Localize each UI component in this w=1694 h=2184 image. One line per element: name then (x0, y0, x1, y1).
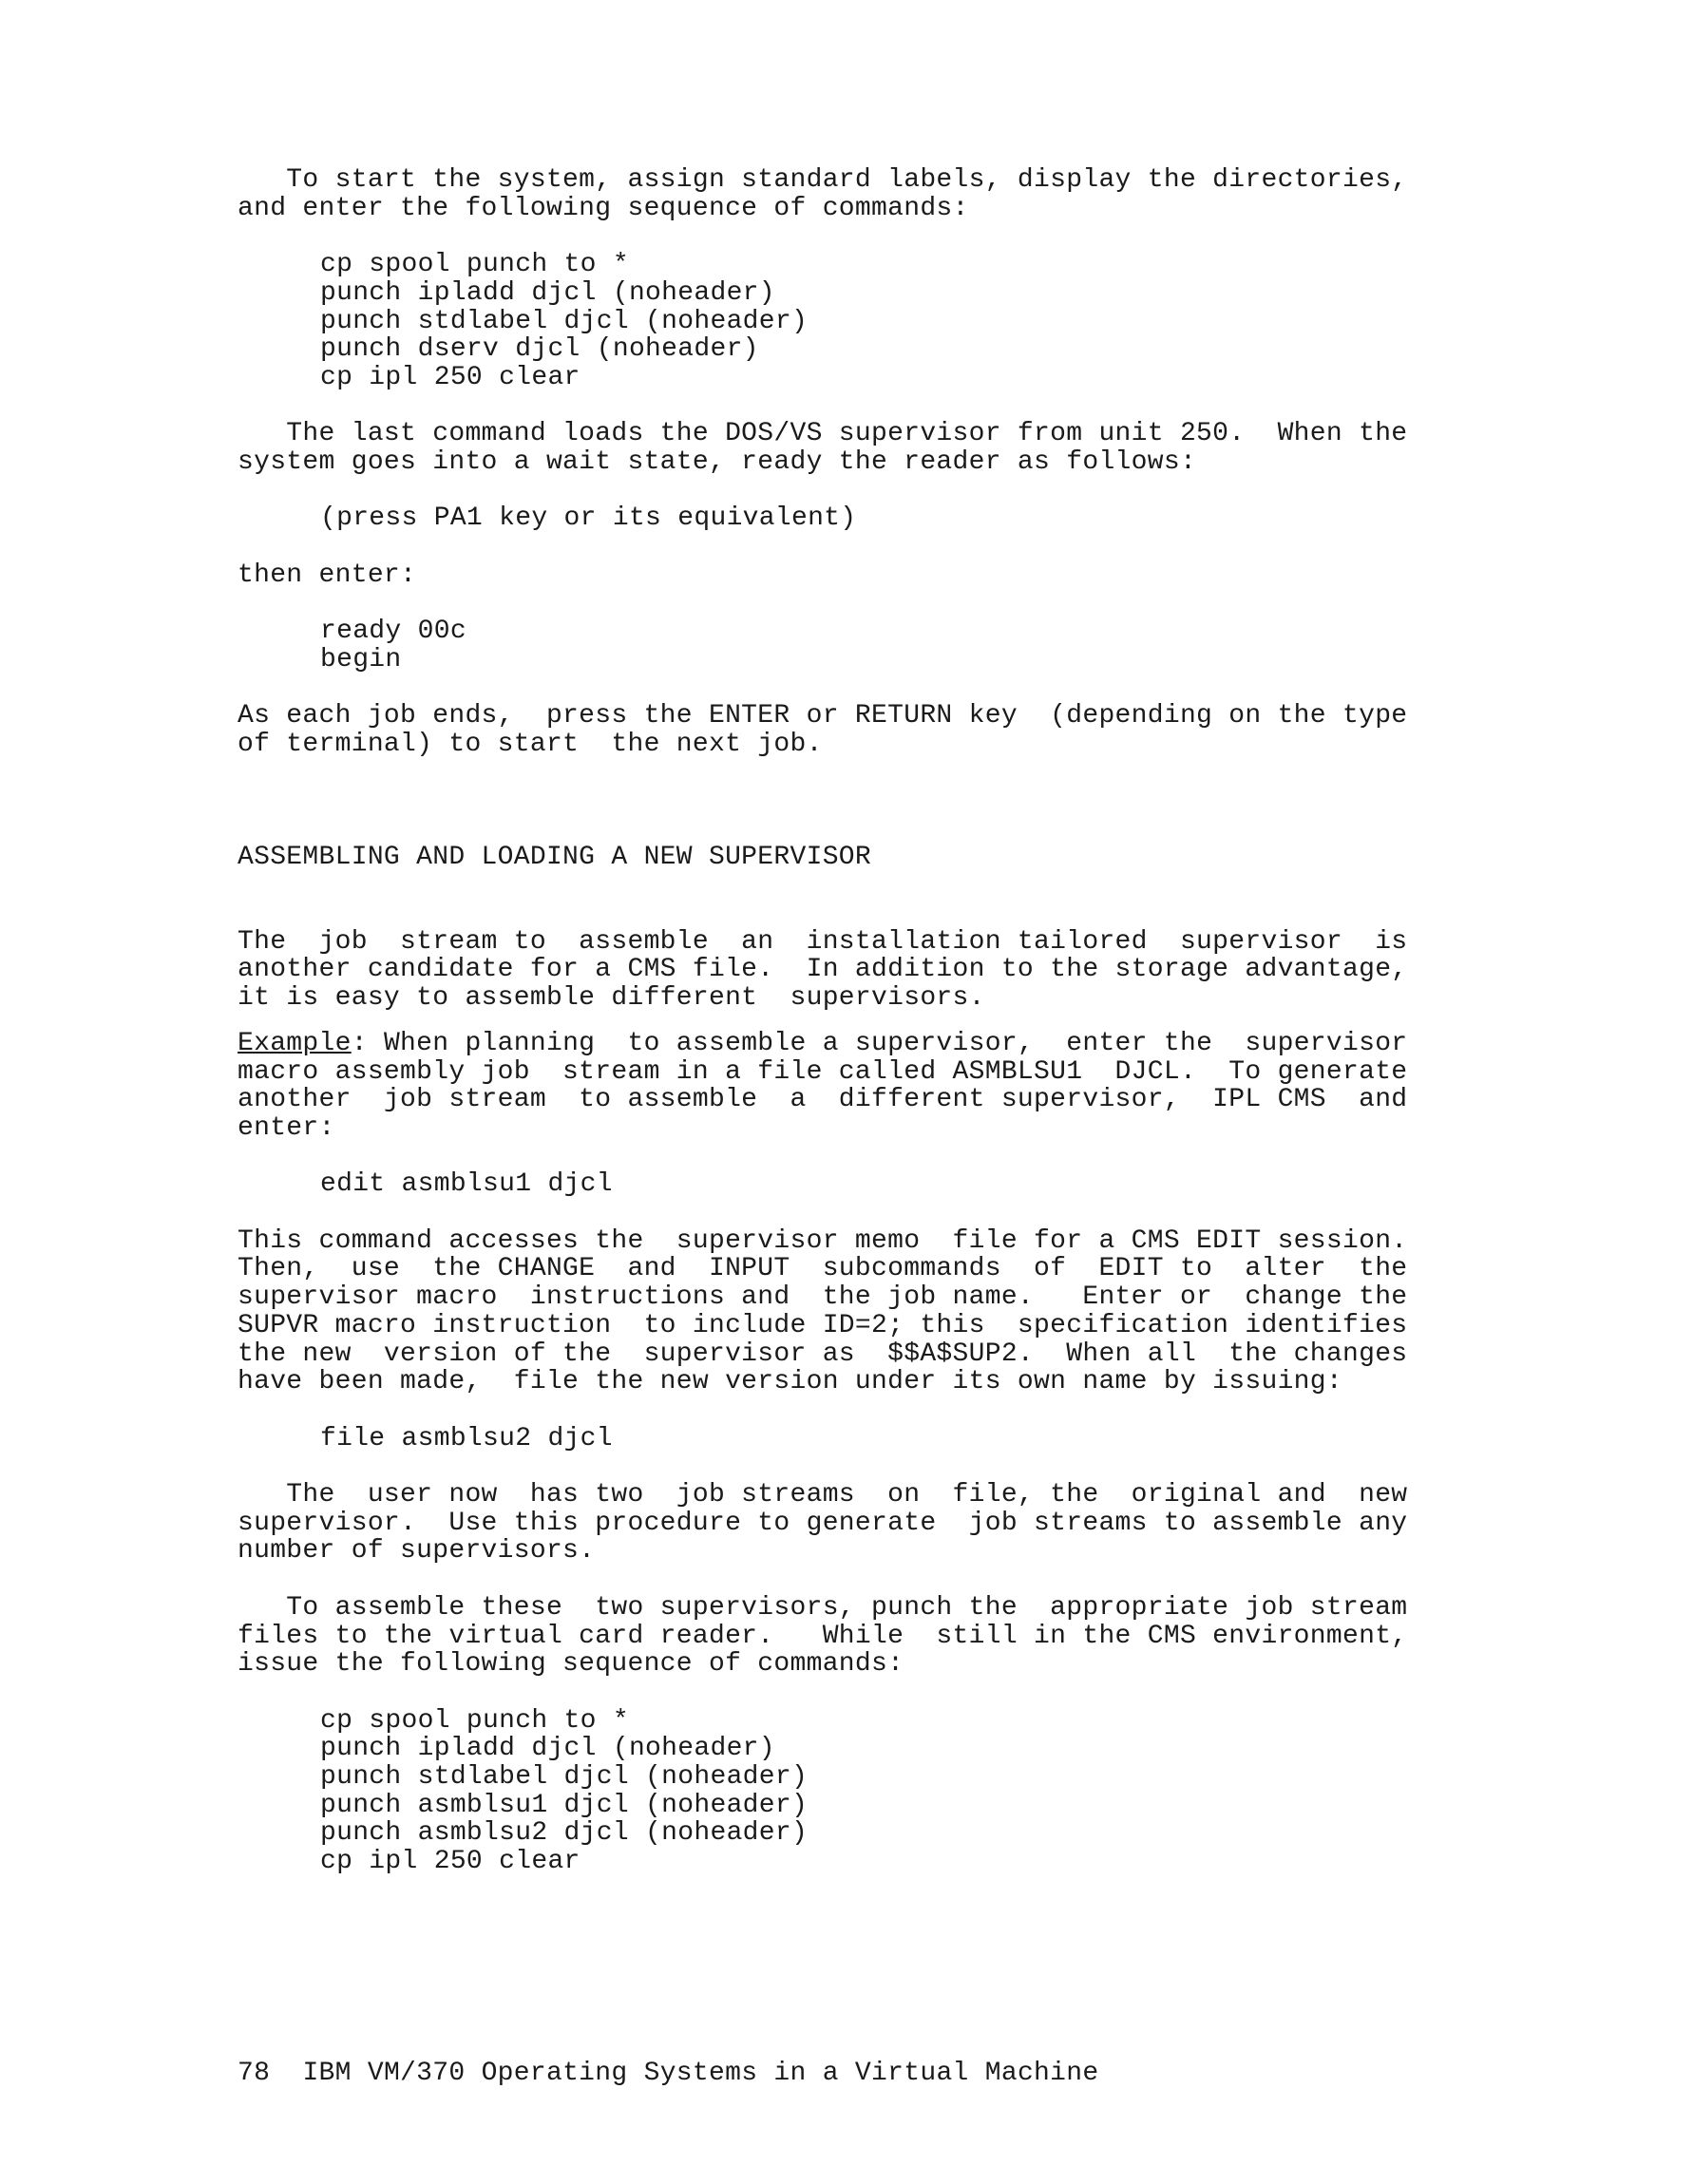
text-line: the new version of the supervisor as $$A$SUP2. When all the changes (238, 1339, 1408, 1369)
pa1-note: (press PA1 key or its equivalent) (320, 503, 857, 534)
two-streams-paragraph (238, 1481, 1444, 1566)
page-number: 78 (238, 2059, 271, 2088)
page-body (238, 166, 1444, 1876)
command-line: punch ipladd djcl (noheader) (320, 1734, 775, 1764)
edit-session-paragraph (238, 1227, 1444, 1396)
text-line: To start the system, assign standard labels, display the directories, (238, 165, 1408, 195)
text-line: To assemble these two supervisors, punch the appropriate job stream (238, 1592, 1408, 1623)
assemble-paragraph (238, 1594, 1444, 1679)
command-line: punch ipladd djcl (noheader) (320, 277, 775, 308)
text-line: supervisor. Use this procedure to generate job streams to assemble any (238, 1508, 1408, 1538)
command-line: punch asmblsu1 djcl (noheader) (320, 1790, 809, 1820)
text-line: The user now has two job streams on file, the original and new (238, 1480, 1408, 1510)
file-command: file asmblsu2 djcl (320, 1423, 613, 1453)
text-line: another job stream to assemble a different supervisor, IPL CMS and (238, 1085, 1408, 1115)
job-stream-paragraph (238, 928, 1444, 1013)
command-line: cp ipl 250 clear (320, 362, 581, 392)
example-paragraph (238, 1030, 1444, 1143)
section-heading: ASSEMBLING AND LOADING A NEW SUPERVISOR (238, 842, 872, 872)
command-line: punch asmblsu2 djcl (noheader) (320, 1818, 809, 1849)
wait-state-paragraph (238, 420, 1444, 476)
command-line: cp spool punch to * (320, 1705, 629, 1736)
text-line: number of supervisors. (238, 1536, 596, 1567)
command-line: punch dserv djcl (noheader) (320, 334, 759, 365)
text-line: files to the virtual card reader. While still in the CMS environment, (238, 1621, 1408, 1651)
text-line: Then, use the CHANGE and INPUT subcommands of EDIT to alter the (238, 1254, 1408, 1284)
text-line: it is easy to assemble different supervisors. (238, 983, 985, 1014)
text-line: of terminal) to start the next job. (238, 729, 823, 759)
command-line: punch stdlabel djcl (noheader) (320, 306, 809, 336)
edit-command: edit asmblsu1 djcl (320, 1169, 613, 1200)
command-line: cp ipl 250 clear (320, 1847, 581, 1877)
text-line: SUPVR macro instruction to include ID=2; this specification identifies (238, 1310, 1408, 1340)
job-end-paragraph (238, 702, 1444, 758)
page-footer (238, 2060, 1098, 2088)
text-line: system goes into a wait state, ready the reader as follows: (238, 447, 1197, 477)
example-label: Example (238, 1028, 352, 1058)
text-line: enter: (238, 1112, 335, 1143)
command-line: ready 00c (320, 617, 466, 647)
text-line: The last command loads the DOS/VS supervisor from unit 250. When the (238, 419, 1408, 449)
example-first-line (238, 1030, 1444, 1058)
footer-title: IBM VM/370 Operating Systems in a Virtual Machine (302, 2059, 1099, 2088)
intro-paragraph (238, 166, 1444, 222)
text-line: have been made, file the new version under its own name by issuing: (238, 1367, 1342, 1397)
text-line: macro assembly job stream in a file called ASMBLSU1 DJCL. To generate (238, 1056, 1408, 1087)
command-line: punch stdlabel djcl (noheader) (320, 1762, 809, 1793)
text-line: issue the following sequence of commands: (238, 1649, 904, 1680)
text-line: another candidate for a CMS file. In addition to the storage advantage, (238, 955, 1408, 985)
command-block-2 (238, 617, 1444, 674)
command-line: begin (320, 644, 402, 674)
text-line: and enter the following sequence of commands: (238, 193, 969, 223)
text-line: The job stream to assemble an installation tailored supervisor is (238, 926, 1408, 957)
command-block-3 (238, 1707, 1444, 1876)
command-line: cp spool punch to * (320, 250, 629, 280)
text-line: This command accesses the supervisor memo file for a CMS EDIT session. (238, 1225, 1408, 1256)
command-block-1 (238, 251, 1444, 392)
text-line: supervisor macro instructions and the job name. Enter or change the (238, 1282, 1408, 1313)
text-line: As each job ends, press the ENTER or RETURN key (depending on the type (238, 701, 1408, 731)
example-first-line-rest: : When planning to assemble a supervisor, enter the supervisor (351, 1028, 1408, 1058)
then-enter-text: then enter: (238, 560, 417, 590)
